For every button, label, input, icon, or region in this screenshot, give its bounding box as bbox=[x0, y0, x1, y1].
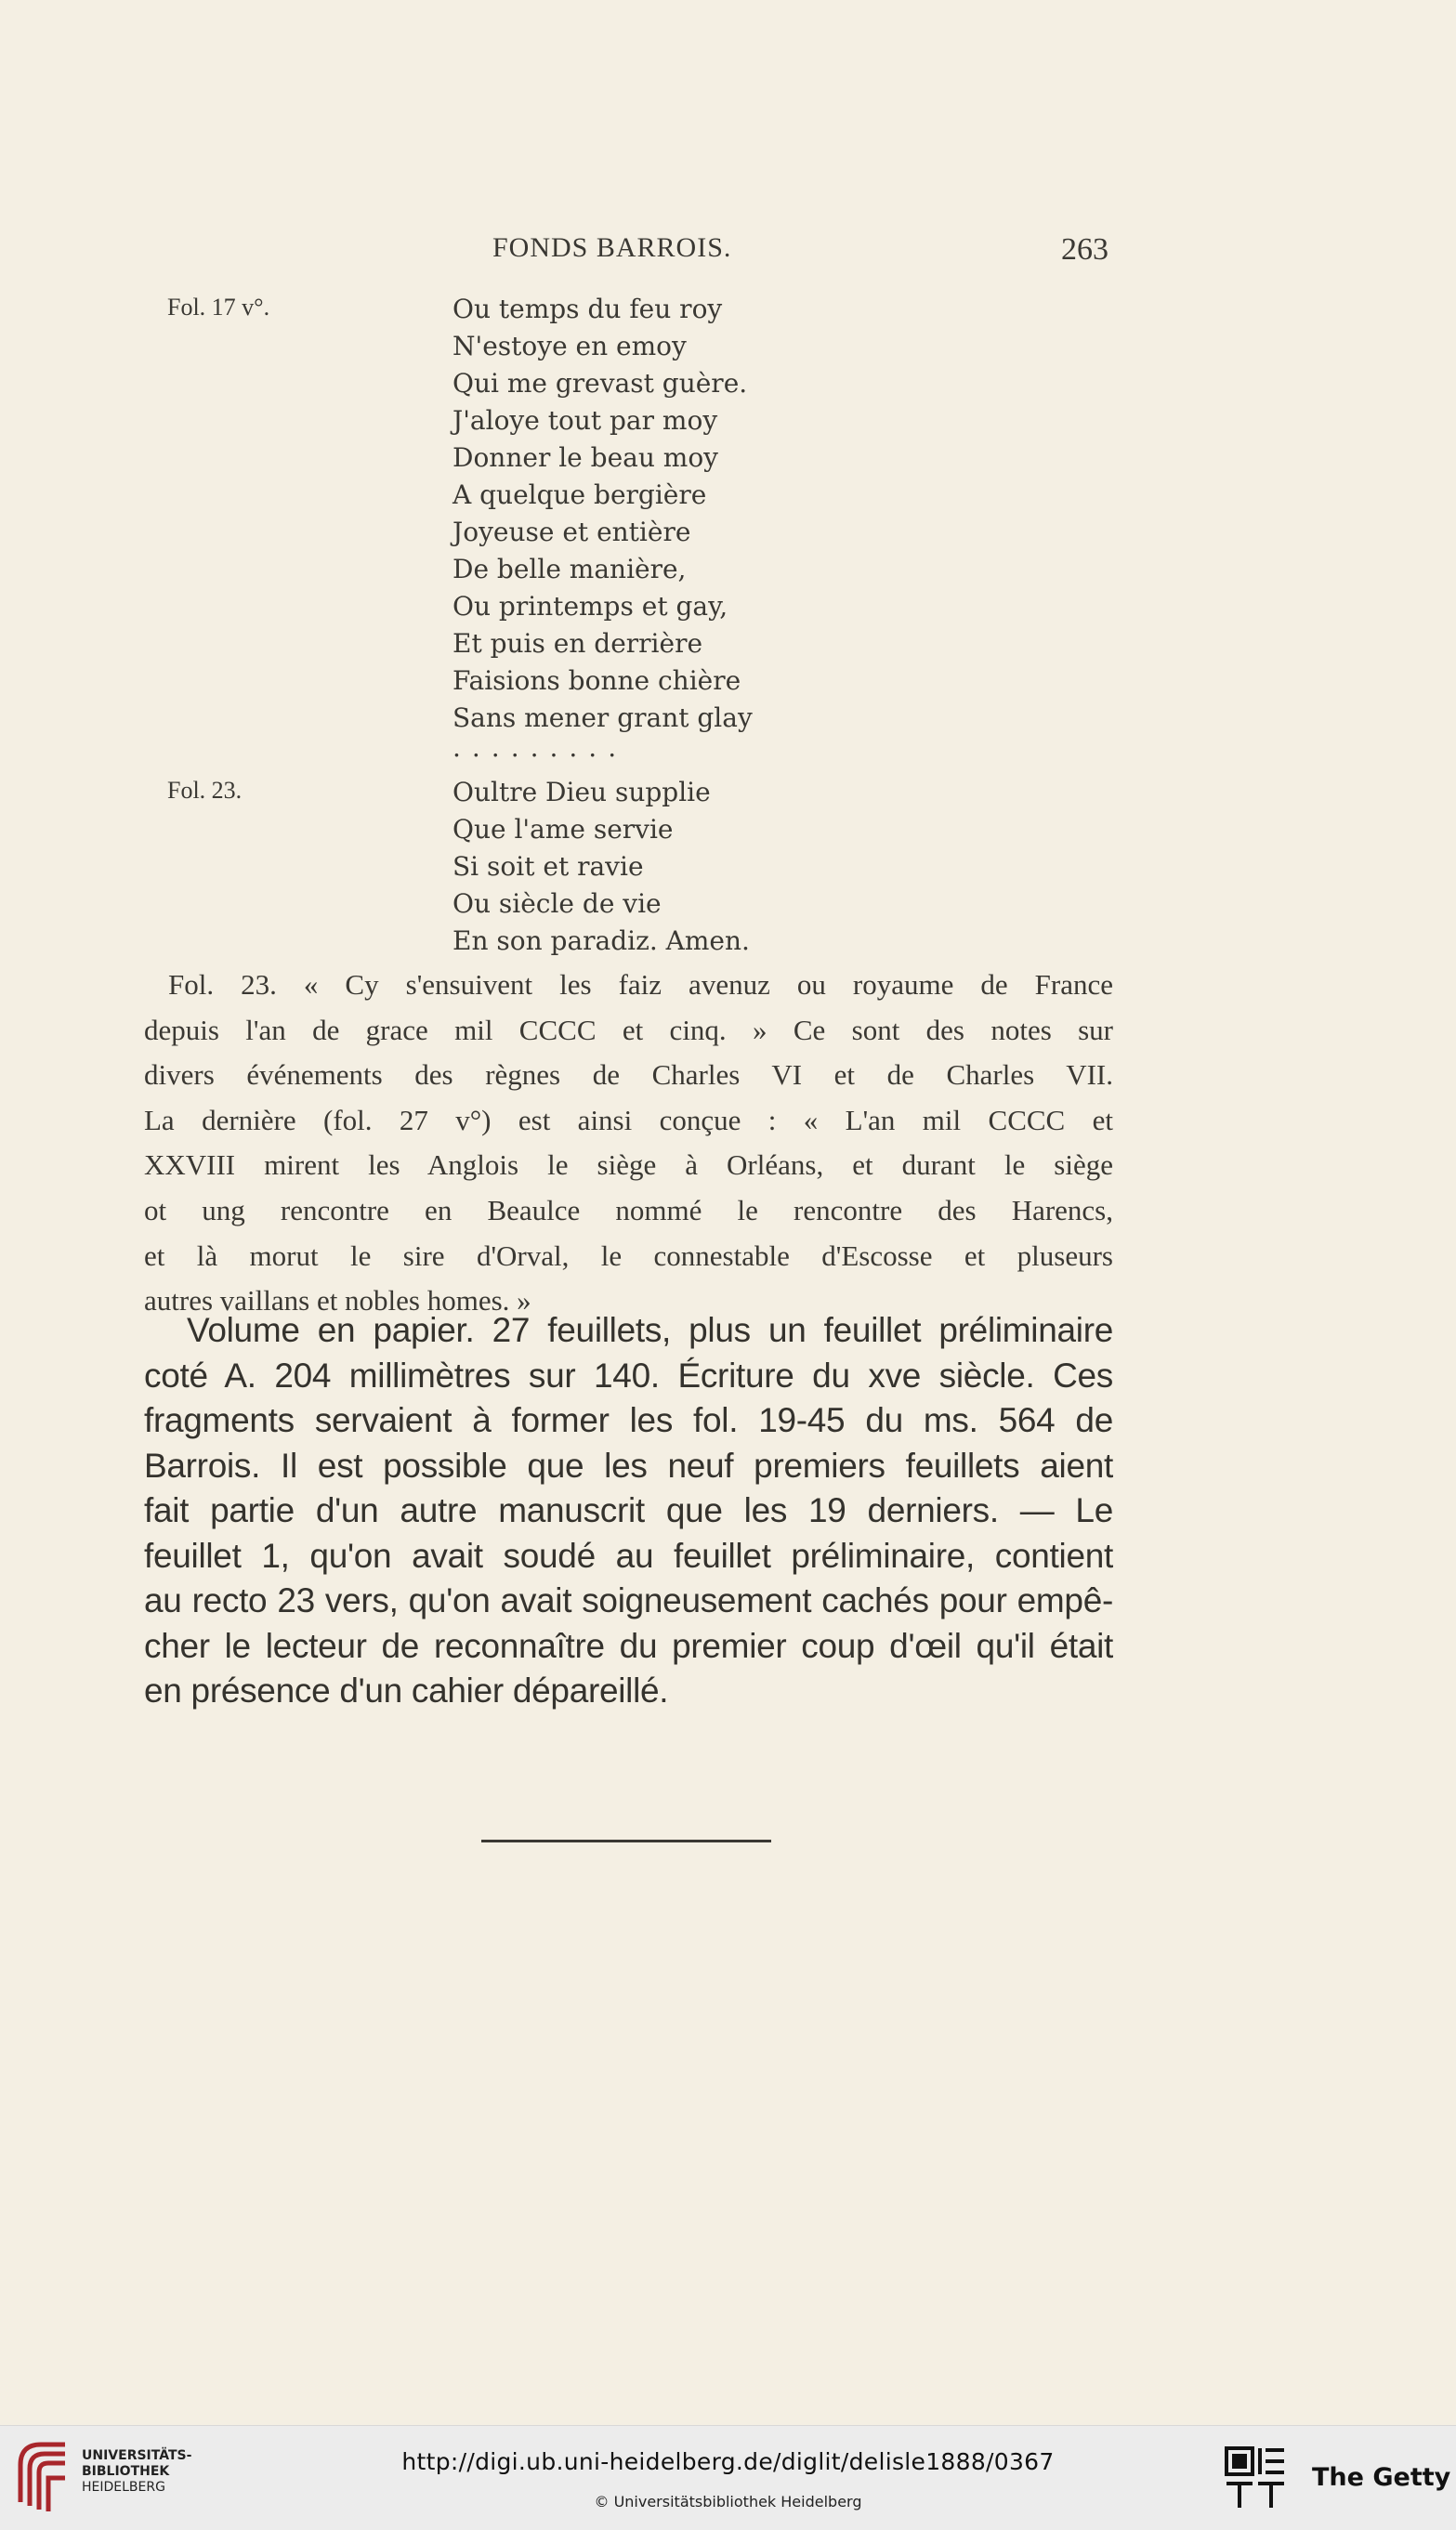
library-name-line: HEIDELBERG bbox=[82, 2480, 165, 2495]
ellipsis-line: ......... bbox=[453, 732, 628, 763]
footer-bar bbox=[0, 2425, 1456, 2530]
verse-line: Faisions bonne chière bbox=[453, 665, 741, 696]
verse-block-1 bbox=[453, 291, 753, 737]
verse-line: En son paradiz. Amen. bbox=[453, 925, 750, 956]
verse-block-2 bbox=[453, 774, 750, 960]
copyright-notice: © Universitätsbibliothek Heidelberg bbox=[594, 2493, 862, 2510]
getty-logo-icon[interactable] bbox=[1225, 2446, 1286, 2511]
text-line: coté A. 204 millimètres sur 140. Écriture du xve siècle. Ces bbox=[144, 1356, 1113, 1395]
verse-line: A quelque bergière bbox=[453, 479, 707, 510]
verse-line: Sans mener grant glay bbox=[453, 702, 753, 733]
folio-label: Fol. 17 v°. bbox=[167, 294, 270, 321]
verse-line: Oultre Dieu supplie bbox=[453, 777, 711, 807]
verse-line: Que l'ame servie bbox=[453, 814, 674, 845]
paragraph-notes bbox=[144, 963, 1113, 1324]
text-line: fragments servaient à former les fol. 19-45 du ms. 564 de bbox=[144, 1401, 1113, 1439]
text-line: Fol. 23. « Cy s'ensuivent les faiz avenuz ou royaume de France bbox=[168, 968, 1113, 1001]
text-line: Barrois. Il est possible que les neuf premiers feuillets aient bbox=[144, 1446, 1113, 1485]
verse-line: Joyeuse et entière bbox=[453, 517, 691, 547]
text-line: en présence d'un cahier dépareillé. bbox=[144, 1671, 669, 1710]
library-name-line: BIBLIOTHEK bbox=[82, 2464, 170, 2479]
verse-line: Qui me grevast guère. bbox=[453, 368, 748, 399]
text-line: et là morut le sire d'Orval, le connestable d'Escosse et pluseurs bbox=[144, 1239, 1113, 1272]
verse-line: Ou temps du feu roy bbox=[453, 294, 723, 324]
text-line: au recto 23 vers, qu'on avait soigneusement cachés pour empê- bbox=[144, 1581, 1113, 1619]
running-head-title: FONDS BARROIS. bbox=[492, 232, 732, 263]
verse-line: Ou siècle de vie bbox=[453, 888, 662, 919]
library-name-line: UNIVERSITÄTS- bbox=[82, 2448, 192, 2463]
verse-line: De belle manière, bbox=[453, 554, 687, 584]
verse-line: Et puis en derrière bbox=[453, 628, 703, 659]
text-line: depuis l'an de grace mil CCCC et cinq. » Ce sont des notes sur bbox=[144, 1013, 1113, 1046]
text-line: divers événements des règnes de Charles VI et de Charles VII. bbox=[144, 1058, 1113, 1092]
text-line: Volume en papier. 27 feuillets, plus un feuillet préliminaire bbox=[187, 1311, 1113, 1349]
text-line: feuillet 1, qu'on avait soudé au feuillet préliminaire, contient bbox=[144, 1536, 1113, 1575]
text-line: fait partie d'un autre manuscrit que les 19 derniers. — Le bbox=[144, 1491, 1113, 1529]
text-line: autres vaillans et nobles homes. » bbox=[144, 1284, 531, 1317]
verse-line: Donner le beau moy bbox=[453, 442, 719, 473]
verse-line: Si soit et ravie bbox=[453, 851, 644, 882]
page-number: 263 bbox=[1061, 232, 1108, 267]
text-line: cher le lecteur de reconnaître du premier coup d'œil qu'il était bbox=[144, 1626, 1113, 1665]
getty-name: The Getty bbox=[1312, 2463, 1451, 2492]
text-line: La dernière (fol. 27 v°) est ainsi conçue : « L'an mil CCCC et bbox=[144, 1103, 1113, 1136]
paragraph-description bbox=[144, 1308, 1113, 1714]
text-line: XXVIII mirent les Anglois le siège à Orléans, et durant le siège bbox=[144, 1148, 1113, 1182]
text-line: ot ung rencontre en Beaulce nommé le rencontre des Harencs, bbox=[144, 1193, 1113, 1226]
verse-line: N'estoye en emoy bbox=[453, 331, 687, 361]
running-head bbox=[0, 232, 1456, 269]
folio-label: Fol. 23. bbox=[167, 777, 243, 804]
permalink-url[interactable]: http://digi.ub.uni-heidelberg.de/diglit/delisle1888/0367 bbox=[401, 2448, 1055, 2475]
end-rule bbox=[481, 1840, 771, 1842]
verse-line: Ou printemps et gay, bbox=[453, 591, 728, 622]
verse-line: J'aloye tout par moy bbox=[453, 405, 718, 436]
